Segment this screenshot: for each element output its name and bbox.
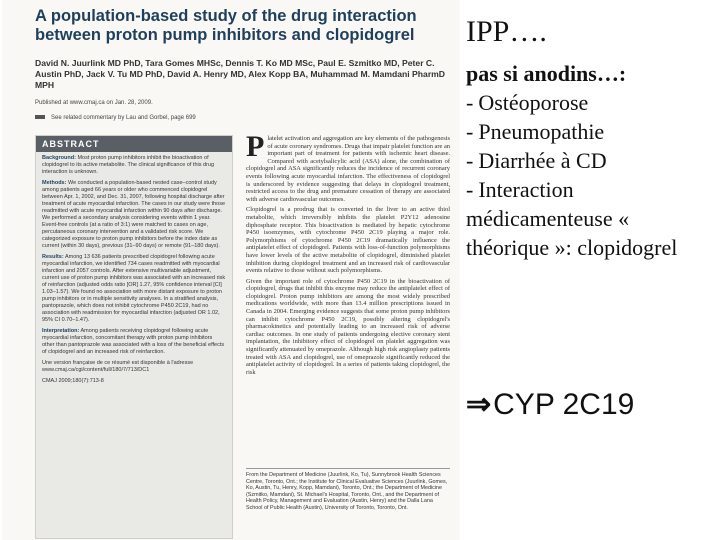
abstract-label: Interpretation: — [42, 328, 80, 334]
slide-text-panel — [466, 14, 716, 262]
abstract-french-note: Une version française de ce résumé est disponible à l'adresse www.cmaj.ca/cgi/content/full/180/7/713/DC1 — [42, 360, 194, 373]
drop-cap: P — [246, 135, 265, 163]
slide-heading: IPP…. — [466, 15, 547, 48]
article-scan — [2, 0, 460, 540]
abstract-text: Among patients receiving clopidogrel following acute myocardial infarction, concomitant therapy with proton pump inhibitors other than pantoprazole was associated with a loss of the beneficial effects of clopidogrel and an increased risk of reinfarction. — [42, 328, 225, 355]
body-paragraph: Given the important role of cytochrome P450 2C19 in the bioactivation of clopidogrel, drugs that inhibit this enzyme may reduce the antiplatelet effect of clopidogrel. Proton pump inhibitors are among the most widely prescribed medications worldwide, with more than 13.4 million prescriptions issued in Canada in 2004. Emerging evidence suggests that some proton pump inhibitors can inhibit cytochrome P450 2C19, possibly altering clopidogrel's pharmacokinetics and potentially leading to an increased risk of adverse cardiac outcomes. In one study of patients undergoing elective coronary stent implantation, the inhibitory effect of clopidogrel on platelet aggregation was significantly attenuated by omeprazole. Although high risk angioplasty patients treated with ASA and clopidogrel, use of omeprazole significantly reduced the antiplatelet activity of clopidogrel. In a series of patients taking clopidogrel, the risk — [246, 277, 450, 376]
abstract-text: Among 13 636 patients prescribed clopidogrel following acute myocardial infarction, we identified 734 cases readmitted with myocardial infarction and 2057 controls. After extensive multivariable adjustment, current use of proton pump inhibitors was associated with an increased risk of reinfarction (adjusted odds ratio [OR] 1.27, 95% confidence interval [CI] 1.03–1.57). We found no association with more distant exposure to proton pump inhibitors or in multiple sensitivity analyses. In a stratified analysis, pantoprazole, which does not inhibit cytochrome P450 2C19, had no association with readmission for myocardial infarction (adjusted OR 1.02, 95% CI 0.70–1.47). — [42, 254, 226, 323]
bullet-item — [466, 117, 716, 146]
bullet-text: Pneumopathie — [478, 119, 605, 144]
see-also-text: See related commentary by Lau and Gorbel, page 699 — [51, 115, 196, 121]
arrow-right-icon: ⇒ — [466, 388, 492, 421]
bullet-item — [466, 88, 716, 117]
abstract-text: Most proton pump inhibitors inhibit the bioactivation of clopidogrel to its active metabolite. The clinical significance of this drug interaction is unknown. — [42, 155, 215, 175]
cyp-callout — [466, 387, 634, 423]
abstract-label: Background: — [42, 155, 76, 161]
abstract-paragraph — [42, 180, 226, 250]
abstract-heading: ABSTRACT — [36, 136, 232, 152]
abstract-paragraph — [42, 155, 226, 176]
slide-bullet-list — [466, 88, 716, 262]
bullet-text: Interaction médicamenteuse « théorique »: clopidogrel — [466, 177, 678, 260]
publication-line: Published at www.cmaj.ca on Jan. 28, 2009. — [35, 100, 153, 106]
article-body-column — [246, 135, 450, 465]
dash-marker: - — [466, 148, 474, 173]
abstract-body — [36, 152, 232, 392]
dash-marker: - — [466, 90, 474, 115]
see-also-marker-icon — [35, 115, 45, 119]
dash-marker: - — [466, 177, 474, 202]
body-paragraph: Clopidogrel is a prodrug that is converted in the liver to an active thiol metabolite, which irreversibly inhibits the platelet P2Y12 adenosine diphosphate receptor. This bioactivation is mediated by hepatic cytochrome P450 isoenzymes, with cytochrome P450 2C19 playing a major role. Polymorphisms of cytochrome P450 2C19 dramatically influence the antiplatelet effect of clopidogrel. Patients with loss-of-function polymorphisms have lower levels of the active metabolite of clopidogrel, diminished platelet inhibition during clopidogrel treatment and an increased risk of cardiovascular events relative to those without such polymorphisms. — [246, 206, 450, 275]
body-paragraph — [246, 135, 450, 203]
abstract-label: Results: — [42, 254, 64, 260]
dash-marker: - — [466, 119, 474, 144]
cyp-text: CYP 2C19 — [493, 388, 635, 421]
article-authors: David N. Juurlink MD PhD, Tara Gomes MHSc, Dennis T. Ko MD MSc, Paul E. Szmitko MD, Peter C. Austin PhD, Jack V. Tu MD PhD, David A. Henry MD, Alex Kopp BA, Muhammad M. Mamdani PharmD MPH — [35, 58, 446, 90]
article-title: A population-based study of the drug interaction between proton pump inhibitors and clopidogrel — [35, 7, 417, 44]
article-footnote: From the Department of Medicine (Juurlink, Ko, Tu), Sunnybrook Health Sciences Centre, Toronto, Ont.; the Institute for Clinical Evaluative Sciences (Juurlink, Gomes, Ko, Austin, Tu, Henry, Kopp, Mamdani), Toronto, Ont.; the Department of Medicine (Szmitko, Mamdani), St. Michael's Hospital, Toronto, Ont., and the Department of Health Policy, Management and Evaluation (Austin, Henry) and the Dalla Lana School of Public Health (Austin), University of Toronto, Toronto, Ont. — [246, 468, 450, 540]
abstract-paragraph — [42, 328, 226, 356]
abstract-paragraph — [42, 254, 226, 324]
abstract-text: We conducted a population-based nested case–control study among patients aged 66 years or older who commenced clopidogrel between Apr. 1, 2002, and Dec. 31, 2007, following hospital discharge after treatment of acute myocardial infarction. The cases in our study were those readmitted with acute myocardial infarction within 90 days after discharge. We performed a secondary analysis considering events within 1 year. Event-free controls (at a ratio of 3:1) were matched to cases on age, percutaneous coronary intervention and a validated risk score. We categorized exposure to proton pump inhibitors before the index date as current (within 30 days), previous (31–90 days) or remote (91–180 days). — [42, 180, 226, 249]
abstract-box — [35, 135, 233, 539]
abstract-citation: CMAJ 2009;180(7):713-8 — [42, 378, 104, 384]
slide-subheading: pas si anodins…: — [466, 61, 627, 86]
bullet-item — [466, 175, 716, 262]
see-also-line — [35, 115, 196, 121]
bullet-item — [466, 146, 716, 175]
bullet-text: Ostéoporose — [478, 90, 589, 115]
abstract-label: Methods: — [42, 180, 67, 186]
body-text: latelet activation and aggregation are key elements of the pathogenesis of acute coronary syndromes. Drugs that impair platelet function are an important part of treatment for patients with ischemic heart disease. Compared with acetylsalicylic acid (ASA) alone, the combination of clopidogrel and ASA significantly reduces the incidence of recurrent coronary events following acute myocardial infarction. The effectiveness of clopidogrel is underscored by evidence suggesting that delays in clopidogrel treatment, restricted access to the drug and premature cessation of therapy are associated with adverse cardiovascular outcomes. — [246, 135, 450, 203]
bullet-text: Diarrhée à CD — [478, 148, 607, 173]
